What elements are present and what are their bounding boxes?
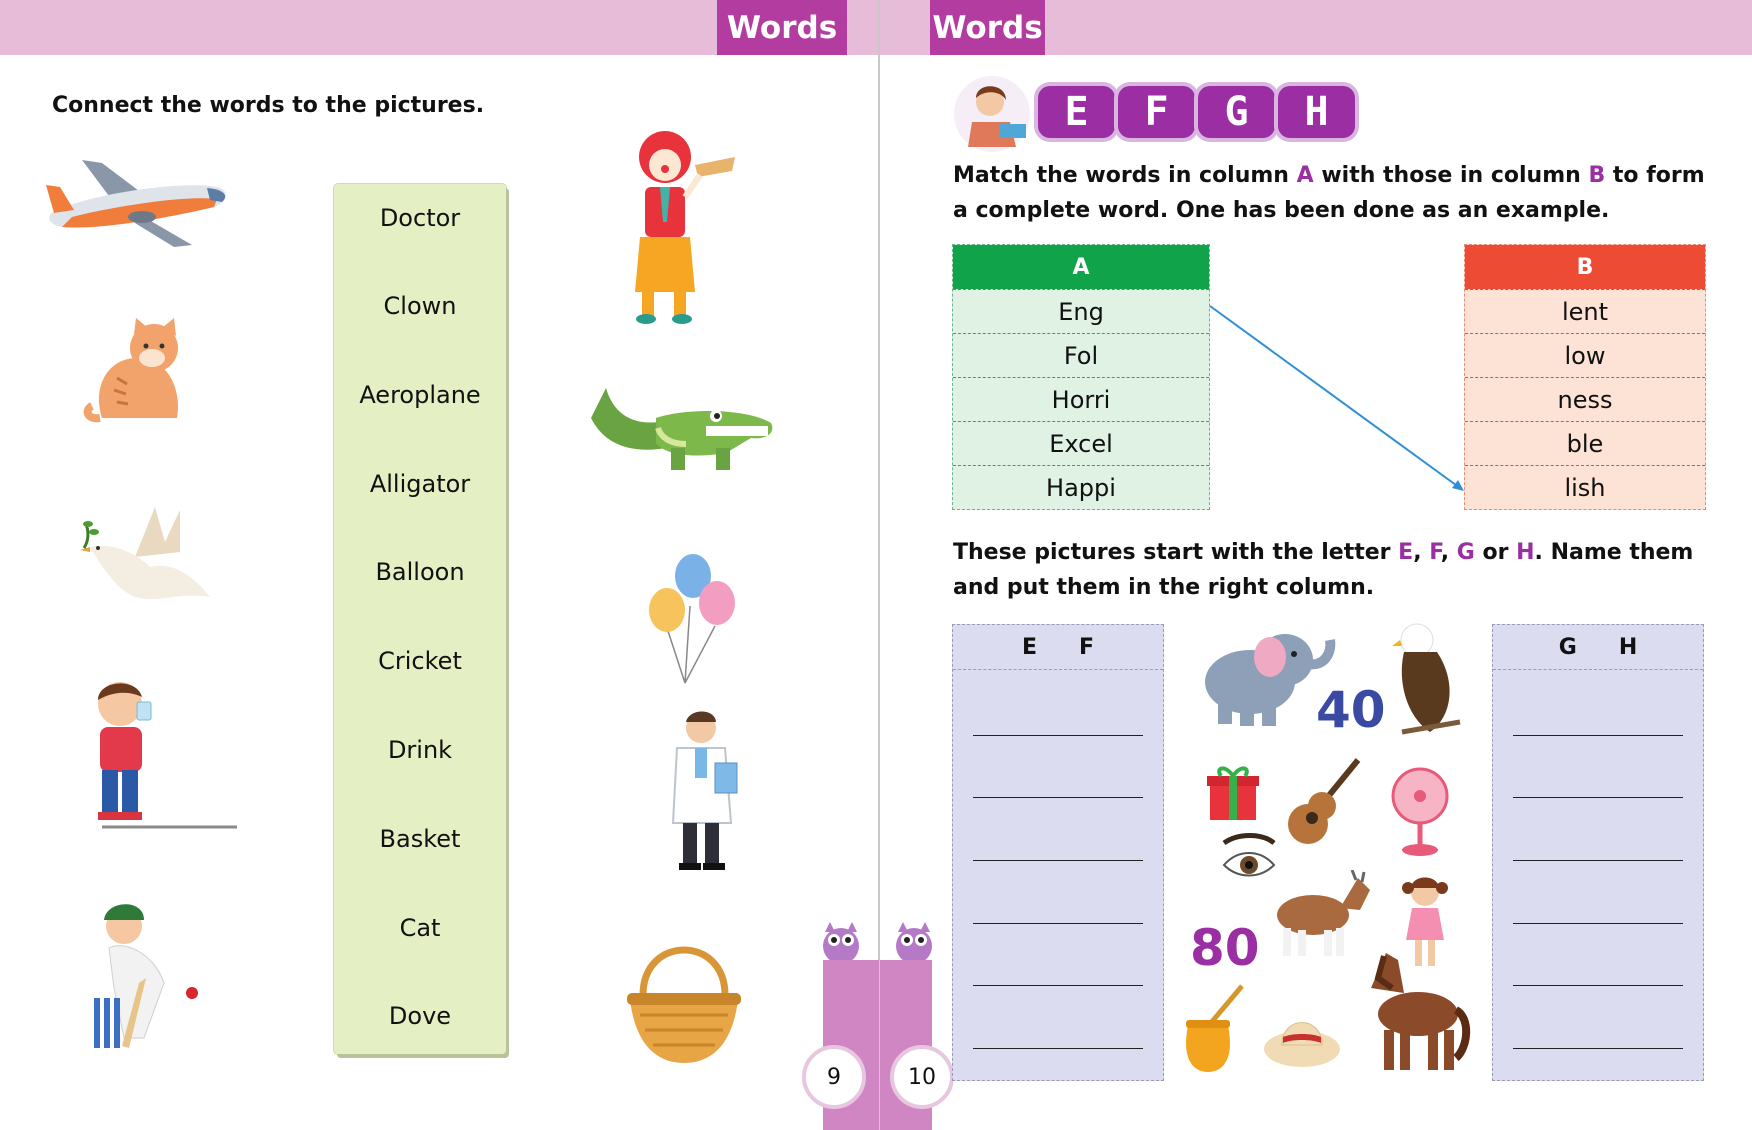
left-page-number: 9: [802, 1045, 866, 1109]
answer-line[interactable]: [1513, 923, 1683, 924]
match-text-2: with those in column: [1313, 163, 1589, 188]
answer-line[interactable]: [1513, 860, 1683, 861]
column-a-cell[interactable]: Fol: [953, 333, 1209, 377]
cricket-icon[interactable]: [84, 898, 204, 1058]
sort-sep-3: or: [1474, 540, 1517, 565]
word-item[interactable]: Drink: [387, 736, 453, 764]
word-item[interactable]: Alligator: [369, 470, 471, 498]
column-b-cell[interactable]: ness: [1465, 377, 1705, 421]
match-text-3: to form a complete word. One has been done as an example.: [953, 163, 1705, 223]
right-page-number: 10: [890, 1045, 954, 1109]
sort-sep-1: ,: [1413, 540, 1430, 565]
ef-answer-box: [952, 624, 1164, 1081]
column-b-header: B: [1465, 245, 1705, 289]
gh-box-header: [1493, 625, 1703, 670]
sort-text-1: These pictures start with the letter: [953, 540, 1399, 565]
match-text-b: B: [1588, 163, 1606, 188]
word-item[interactable]: Aeroplane: [359, 381, 481, 409]
number-forty[interactable]: 40: [1316, 681, 1386, 739]
column-a-cell[interactable]: Eng: [953, 289, 1209, 333]
letter-e: E: [1038, 86, 1115, 138]
ef-box-header: [953, 625, 1163, 670]
column-a-header: A: [953, 245, 1209, 289]
basket-icon[interactable]: [625, 935, 743, 1070]
ef-box-letter-e: E: [1021, 634, 1037, 660]
gh-answer-box: [1492, 624, 1704, 1081]
match-instruction: [953, 158, 1713, 228]
column-b-table: [1464, 244, 1706, 510]
answer-line[interactable]: [973, 797, 1143, 798]
cat-icon[interactable]: [82, 318, 197, 428]
word-item[interactable]: Cricket: [378, 647, 462, 675]
example-match-line: [1208, 300, 1468, 495]
word-item[interactable]: Basket: [379, 825, 461, 853]
match-text-1: Match the words in column: [953, 163, 1297, 188]
answer-line[interactable]: [973, 1048, 1143, 1049]
alligator-icon[interactable]: [586, 378, 781, 483]
word-item[interactable]: Clown: [383, 292, 457, 320]
sort-text-2: . Name them and put them in the right column.: [953, 540, 1694, 600]
owl-icon: [893, 920, 935, 964]
gift-icon[interactable]: [1207, 764, 1259, 822]
gh-box-letter-g: G: [1558, 634, 1577, 660]
match-text-a: A: [1296, 163, 1314, 188]
drink-icon[interactable]: [82, 672, 242, 832]
sort-letter-g: G: [1456, 540, 1475, 565]
word-item[interactable]: Doctor: [379, 204, 461, 232]
dove-icon[interactable]: [80, 502, 215, 617]
honey-icon[interactable]: [1180, 984, 1246, 1076]
column-b-cell[interactable]: low: [1465, 333, 1705, 377]
clown-icon[interactable]: [620, 127, 740, 327]
word-column: [334, 184, 506, 1054]
answer-line[interactable]: [1513, 985, 1683, 986]
eagle-icon[interactable]: [1392, 622, 1462, 742]
aeroplane-icon[interactable]: [42, 155, 232, 250]
left-section-tab: Words: [717, 0, 847, 55]
word-item[interactable]: Cat: [399, 914, 441, 942]
sort-letter-e: E: [1398, 540, 1414, 565]
column-a-cell[interactable]: Horri: [953, 377, 1209, 421]
letter-h: H: [1278, 86, 1355, 138]
answer-line[interactable]: [973, 985, 1143, 986]
balloon-icon[interactable]: [645, 548, 740, 688]
word-item[interactable]: Balloon: [375, 558, 465, 586]
guitar-icon[interactable]: [1282, 756, 1362, 848]
ef-box-letter-f: F: [1079, 634, 1095, 660]
connect-instruction: Connect the words to the pictures.: [52, 93, 485, 118]
answer-line[interactable]: [1513, 1048, 1683, 1049]
hat-icon[interactable]: [1262, 1005, 1342, 1075]
column-a-cell[interactable]: Happi: [953, 465, 1209, 509]
column-b-cell[interactable]: lish: [1465, 465, 1705, 509]
answer-line[interactable]: [1513, 797, 1683, 798]
owl-icon: [820, 920, 862, 964]
sort-instruction: [953, 535, 1713, 605]
column-a-table: [952, 244, 1210, 510]
column-a-cell[interactable]: Excel: [953, 421, 1209, 465]
fan-icon[interactable]: [1390, 766, 1450, 858]
column-b-cell[interactable]: lent: [1465, 289, 1705, 333]
doctor-icon[interactable]: [665, 708, 745, 873]
sort-letter-f: F: [1429, 540, 1441, 565]
letter-g: G: [1198, 86, 1275, 138]
sort-letter-h: H: [1516, 540, 1535, 565]
horse-icon[interactable]: [1356, 948, 1474, 1080]
right-section-tab: Words: [930, 0, 1045, 55]
answer-line[interactable]: [973, 860, 1143, 861]
answer-line[interactable]: [1513, 735, 1683, 736]
sort-sep-2: ,: [1440, 540, 1457, 565]
answer-line[interactable]: [973, 735, 1143, 736]
letter-f: F: [1118, 86, 1195, 138]
answer-line[interactable]: [973, 923, 1143, 924]
column-b-cell[interactable]: ble: [1465, 421, 1705, 465]
number-eighty[interactable]: 80: [1190, 919, 1260, 977]
reading-girl-icon: [950, 72, 1035, 157]
word-item[interactable]: Dove: [388, 1002, 452, 1030]
gh-box-letter-h: H: [1618, 634, 1638, 660]
